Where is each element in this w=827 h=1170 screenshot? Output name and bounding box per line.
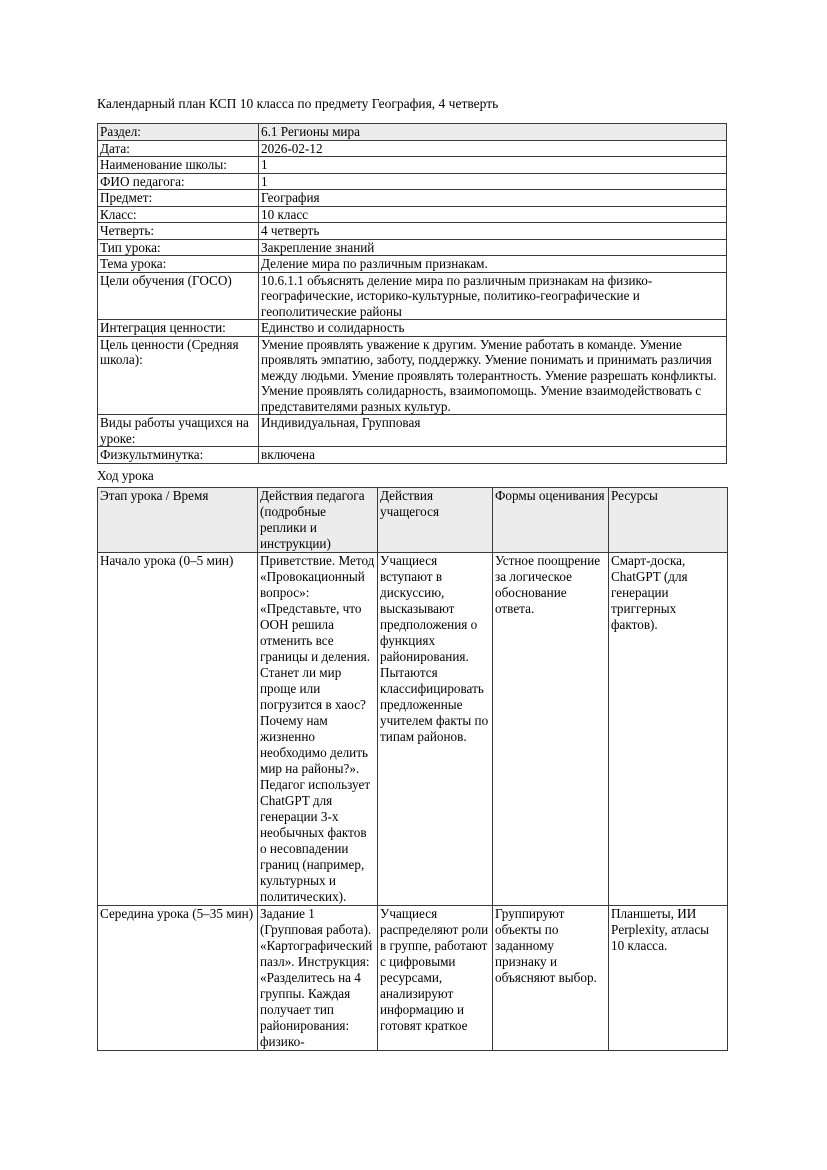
info-table-row xyxy=(98,124,727,141)
info-table-row xyxy=(98,157,727,174)
info-value: Деление мира по различным признакам. xyxy=(259,256,727,273)
info-value: 1 xyxy=(259,157,727,174)
lesson-stage-row xyxy=(98,552,728,905)
info-table-row xyxy=(98,140,727,157)
cell-text: Учащиеся вступают в дискуссию, высказывают предположения о функциях районирования. Пытаются классифицировать предложенные учителем факты по типам районов. xyxy=(380,552,489,744)
lesson-info-table xyxy=(97,123,727,464)
cell-text: Приветствие. Метод «Провокационный вопрос»: «Представьте, что ООН решила отменить все границы и деления. Станет ли мир проще или погрузится в хаос? Почему нам жизненно необходимо делить мир на районы?». Педагог использует ChatGPT для генерации 3-х необычных фактов о несовпадении границ (например, культурных и политических). xyxy=(260,552,375,904)
info-table-row xyxy=(98,272,727,320)
info-label: Раздел: xyxy=(98,124,259,141)
lesson-cell-student-actions xyxy=(378,905,493,1050)
info-value: 10.6.1.1 объяснять деление мира по различным признакам на физико-географические, историко-культурные, политико-географические и геополитические районы xyxy=(259,272,727,320)
info-value: 4 четверть xyxy=(259,223,727,240)
lesson-cell-teacher-actions xyxy=(258,552,378,905)
info-value: Закрепление знаний xyxy=(259,239,727,256)
lesson-cell-assessment xyxy=(493,905,609,1050)
info-label: Класс: xyxy=(98,206,259,223)
cell-text: Задание 1 (Групповая работа). «Картографический пазл». Инструкция: «Разделитесь на 4 группы. Каждая получает тип районирования: физико- xyxy=(260,905,373,1049)
cell-text: Середина урока (5–35 мин) xyxy=(100,905,254,921)
lesson-cell-assessment xyxy=(493,552,609,905)
lesson-flow-table-head xyxy=(98,487,728,552)
info-label: ФИО педагога: xyxy=(98,173,259,190)
info-value: Индивидуальная, Групповая xyxy=(259,415,727,447)
page-title: Календарный план КСП 10 класса по предмету География, 4 четверть xyxy=(97,96,499,111)
info-table-row xyxy=(98,320,727,337)
lesson-cell-stage xyxy=(98,905,258,1050)
info-label: Четверть: xyxy=(98,223,259,240)
info-value: Единство и солидарность xyxy=(259,320,727,337)
cell-text: Учащиеся распределяют роли в группе, работают с цифровыми ресурсами, анализируют информацию и готовят краткое xyxy=(380,905,489,1033)
info-label: Интеграция ценности: xyxy=(98,320,259,337)
info-label: Предмет: xyxy=(98,190,259,207)
info-table-row xyxy=(98,190,727,207)
lesson-column-header: Действия учащегося xyxy=(378,487,493,552)
lesson-cell-resources xyxy=(609,905,728,1050)
lesson-info-table-body xyxy=(98,124,727,464)
lesson-stage-row xyxy=(98,905,728,1050)
info-value: 10 класс xyxy=(259,206,727,223)
info-value: Умение проявлять уважение к другим. Умение работать в команде. Умение проявлять эмпатию, заботу, поддержку. Умение понимать и принимать различия между людьми. Умение проявлять толерантность. Умение разрешать конфликты. Умение проявлять солидарность, взаимопомощь. Умение взаимодействовать с представителями разных культур. xyxy=(259,336,727,415)
info-label: Цели обучения (ГОСО) xyxy=(98,272,259,320)
info-label: Физкультминутка: xyxy=(98,447,259,464)
info-table-row xyxy=(98,336,727,415)
cell-text: Устное поощрение за логическое обоснование ответа. xyxy=(495,552,601,616)
info-value: 6.1 Регионы мира xyxy=(259,124,727,141)
cell-text: Смарт-доска, ChatGPT (для генерации триггерных фактов). xyxy=(611,552,688,632)
info-value: включена xyxy=(259,447,727,464)
info-table-row xyxy=(98,239,727,256)
lesson-cell-teacher-actions xyxy=(258,905,378,1050)
lesson-flow-table-body xyxy=(98,552,728,1050)
info-label: Дата: xyxy=(98,140,259,157)
lesson-column-header: Формы оценивания xyxy=(493,487,609,552)
info-table-row xyxy=(98,447,727,464)
info-table-row xyxy=(98,415,727,447)
lesson-column-header: Действия педагога (подробные реплики и инструкции) xyxy=(258,487,378,552)
info-table-row xyxy=(98,223,727,240)
lesson-header-row xyxy=(98,487,728,552)
lesson-column-header: Этап урока / Время xyxy=(98,487,258,552)
info-value: 1 xyxy=(259,173,727,190)
lesson-cell-resources xyxy=(609,552,728,905)
info-label: Виды работы учащихся на уроке: xyxy=(98,415,259,447)
info-label: Тип урока: xyxy=(98,239,259,256)
info-table-row xyxy=(98,206,727,223)
lesson-column-header: Ресурсы xyxy=(609,487,728,552)
section-label-hod-uroka: Ход урока xyxy=(97,467,154,483)
document-page xyxy=(97,95,727,1051)
lesson-cell-student-actions xyxy=(378,552,493,905)
cell-text: Группируют объекты по заданному признаку и объясняют выбор. xyxy=(495,905,597,985)
info-label: Наименование школы: xyxy=(98,157,259,174)
info-value: География xyxy=(259,190,727,207)
cell-text: Планшеты, ИИ Perplexity, атласы 10 класса. xyxy=(611,905,710,953)
info-label: Тема урока: xyxy=(98,256,259,273)
info-table-row xyxy=(98,173,727,190)
lesson-flow-table xyxy=(97,487,728,1051)
info-value: 2026-02-12 xyxy=(259,140,727,157)
cell-text: Начало урока (0–5 мин) xyxy=(100,552,234,568)
lesson-cell-stage xyxy=(98,552,258,905)
info-label: Цель ценности (Средняя школа): xyxy=(98,336,259,415)
info-table-row xyxy=(98,256,727,273)
